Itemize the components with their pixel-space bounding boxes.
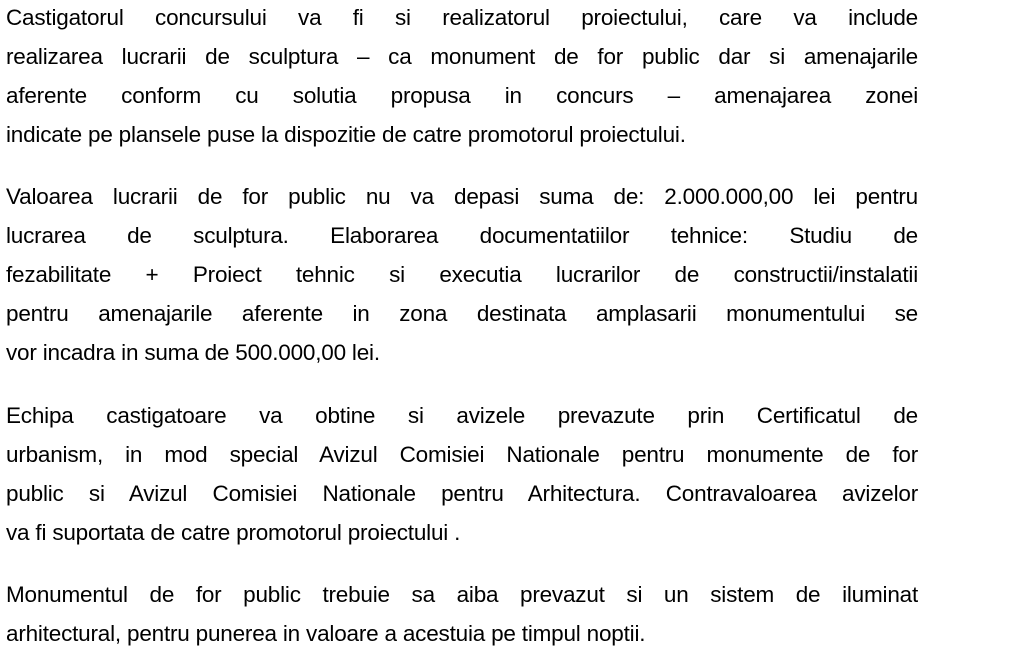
text-line: vor incadra in suma de 500.000,00 lei.: [6, 340, 380, 365]
paragraph-contest-winner: [6, 0, 918, 154]
text-line: public si Avizul Comisiei Nationale pentru Arhitectura. Contravaloarea avizelor: [6, 481, 918, 506]
text-line: arhitectural, pentru punerea in valoare a acestuia pe timpul noptii.: [6, 621, 646, 646]
paragraph-lighting: [6, 575, 918, 653]
text-line: aferente conform cu solutia propusa in concurs – amenajarea zonei: [6, 83, 918, 108]
text-line: realizarea lucrarii de sculptura – ca monument de for public dar si amenajarile: [6, 44, 918, 69]
text-line: urbanism, in mod special Avizul Comisiei Nationale pentru monumente de for: [6, 442, 918, 467]
text-line: Echipa castigatoare va obtine si avizele prevazute prin Certificatul de: [6, 403, 918, 428]
text-line: Castigatorul concursului va fi si realizatorul proiectului, care va include: [6, 5, 918, 30]
text-line: indicate pe plansele puse la dispozitie de catre promotorul proiectului.: [6, 122, 686, 147]
text-line: va fi suportata de catre promotorul proiectului .: [6, 520, 461, 545]
text-line: fezabilitate + Proiect tehnic si executia lucrarilor de constructii/instalatii: [6, 262, 918, 287]
paragraph-permits: [6, 396, 918, 552]
text-line: lucrarea de sculptura. Elaborarea documentatiilor tehnice: Studiu de: [6, 223, 918, 248]
text-line: Valoarea lucrarii de for public nu va depasi suma de: 2.000.000,00 lei pentru: [6, 184, 918, 209]
text-line: pentru amenajarile aferente in zona destinata amplasarii monumentului se: [6, 301, 918, 326]
paragraph-project-value: [6, 177, 918, 372]
text-line: Monumentul de for public trebuie sa aiba prevazut si un sistem de iluminat: [6, 582, 918, 607]
